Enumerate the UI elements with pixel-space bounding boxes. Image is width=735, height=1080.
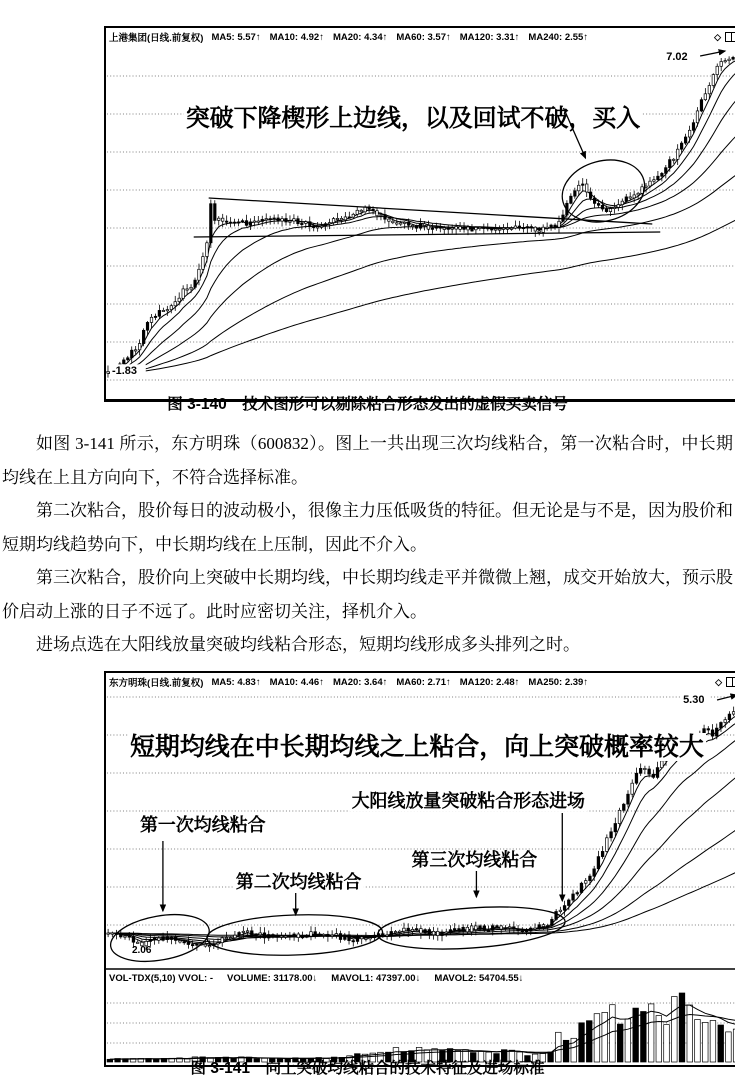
chart2-canvas xyxy=(106,691,735,1065)
indicator-value: MA10: 4.46↑ xyxy=(269,676,324,688)
figure-3-140-caption: 图 3-140 技术图形可以剔除粘合形态发出的虚假买卖信号 xyxy=(167,396,568,413)
price-high-label: 7.02 xyxy=(666,50,688,64)
indicator-value: MA5: 5.57↑ xyxy=(211,31,261,43)
first-convergence-callout: 第一次均线粘合 xyxy=(139,814,266,836)
indicator-value: MA60: 2.71↑ xyxy=(396,676,451,688)
price-low-label: 2.06 xyxy=(131,944,152,957)
paragraph: 第三次粘合，股价向上突破中长期均线，中长期均线走平并微微上翘，成交开始放大，预示股价启动上涨的日子不远了。此时应密切关注，择机介入。 xyxy=(2,568,733,621)
figure-3-140-chart xyxy=(104,26,735,402)
window-icon xyxy=(725,32,735,42)
chart2-header xyxy=(106,673,735,691)
pointer-arrow xyxy=(717,695,735,700)
indicator-value: MA20: 3.64↑ xyxy=(332,676,388,688)
chart2-title: 东方明珠(日线.前复权) xyxy=(109,678,204,689)
body-text xyxy=(0,427,735,662)
volume-indicator-label: VOL-TDX(5,10) VVOL: - xyxy=(109,972,213,984)
indicator-value: MA60: 3.57↑ xyxy=(396,31,451,43)
second-convergence-callout: 第二次均线粘合 xyxy=(235,871,362,893)
diamond-icon: ◇ xyxy=(714,31,721,42)
paragraph: 进场点选在大阳线放量突破均线粘合形态，短期均线形成多头排列之时。 xyxy=(36,635,580,654)
chart1-header xyxy=(106,28,735,46)
chart2-ma-values xyxy=(211,677,597,688)
indicator-value: MA20: 4.34↑ xyxy=(332,31,388,43)
indicator-value: MA120: 3.31↑ xyxy=(459,31,520,43)
indicator-value: MAVOL1: 47397.00↓ xyxy=(331,972,421,984)
chart2-corner-icons xyxy=(715,677,735,687)
chart1-ma-values xyxy=(211,32,597,43)
volume-pane-header xyxy=(109,970,735,986)
indicator-value: MAVOL2: 54704.55↓ xyxy=(434,972,524,984)
price-high-label: 5.30 xyxy=(683,693,705,707)
third-convergence-callout: 第三次均线粘合 xyxy=(411,849,538,871)
chart1-title: 上港集团(日线.前复权) xyxy=(109,33,204,44)
indicator-value: MA10: 4.92↑ xyxy=(269,31,324,43)
indicator-value: MA120: 2.48↑ xyxy=(459,676,520,688)
pointer-arrow xyxy=(700,51,725,56)
indicator-value: VOLUME: 31178.00↓ xyxy=(226,972,318,984)
indicator-value: MA240: 2.55↑ xyxy=(528,31,589,43)
diamond-icon: ◇ xyxy=(715,676,722,687)
chart1-corner-icons xyxy=(714,32,735,42)
indicator-value: MA5: 4.83↑ xyxy=(211,676,261,688)
window-icon xyxy=(726,677,735,687)
convergence-annotation: 短期均线在中长期均线之上粘合，向上突破概率较大 xyxy=(129,733,704,762)
indicator-value: MA250: 2.39↑ xyxy=(528,676,589,688)
chart1-canvas xyxy=(106,46,735,399)
price-low-label: -1.83 xyxy=(111,364,137,378)
volume-values xyxy=(213,973,523,984)
paragraph: 如图 3-141 所示，东方明珠（600832）。图上一共出现三次均线粘合，第一次粘合时，中长期均线在上且方向向下，不符合选择标准。 xyxy=(2,434,733,487)
figure-3-141-caption: 图 3-141 向上突破均线粘合的技术特征及进场标准 xyxy=(190,1060,545,1077)
wedge-breakout-annotation: 突破下降楔形上边线，以及回试不破，买入 xyxy=(185,105,641,133)
paragraph: 第二次粘合，股价每日的波动极小，很像主力压低吸货的特征。但无论是与不是，因为股价和短期均线趋势向下，中长期均线在上压制，因此不介入。 xyxy=(2,501,733,554)
figure-3-141-chart xyxy=(104,671,735,1067)
entry-callout: 大阳线放量突破粘合形态进场 xyxy=(351,790,586,812)
